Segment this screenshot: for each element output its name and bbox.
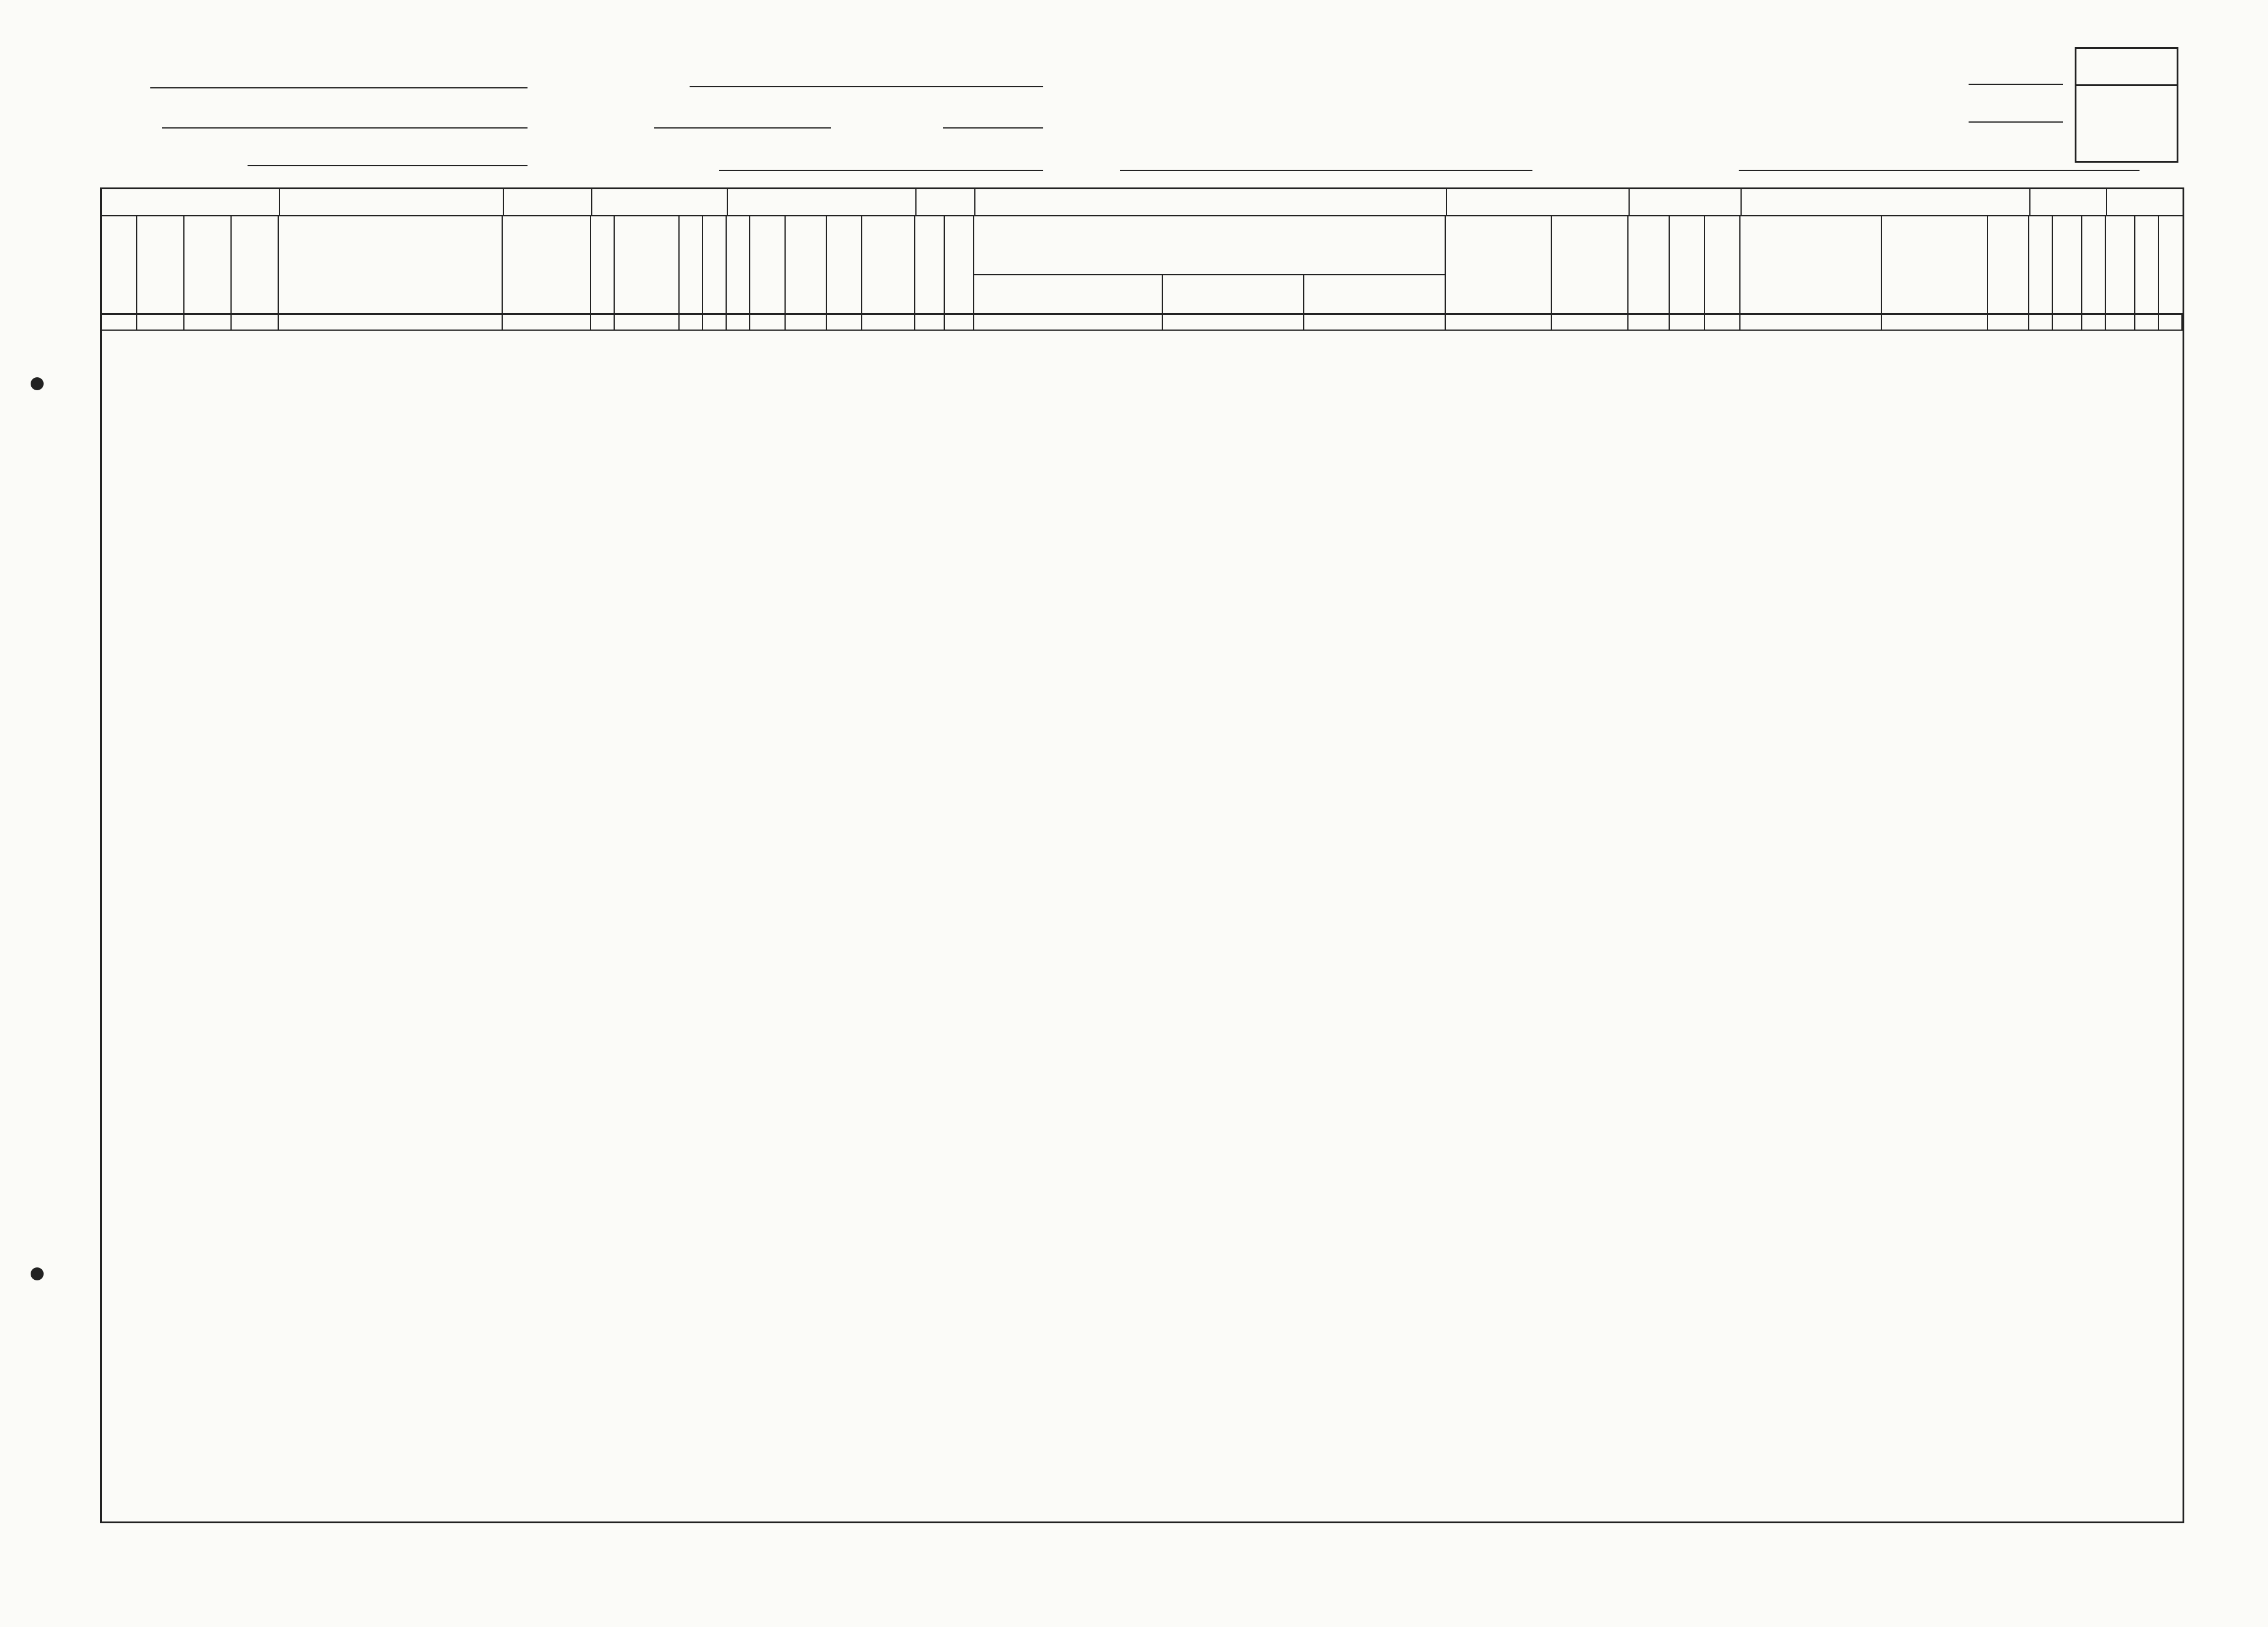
population-table [100, 187, 2184, 1523]
column-number [1670, 313, 1705, 330]
column-number [137, 313, 184, 330]
col-dwelling [184, 215, 232, 313]
col-name [279, 215, 503, 313]
group-employment [2029, 189, 2107, 216]
binder-hole [31, 1267, 44, 1280]
column-number [1740, 313, 1882, 330]
column-number [680, 313, 703, 330]
col-class [2029, 215, 2053, 313]
column-number [703, 313, 727, 330]
column-number [102, 313, 137, 330]
group-place-of-abode [102, 189, 280, 216]
col-home-owned [591, 215, 615, 313]
col-tongue [1446, 215, 1552, 313]
column-number [615, 313, 680, 330]
col-home-value [615, 215, 680, 313]
column-number [1988, 313, 2029, 330]
binder-hole [31, 377, 44, 390]
col-age-marriage [862, 215, 915, 313]
col-immigration [1629, 215, 1670, 313]
column-number [727, 313, 750, 330]
column-number [232, 313, 279, 330]
col-line-no [2082, 215, 2106, 313]
col-english [1705, 215, 1740, 313]
group-citizenship [1629, 189, 1742, 216]
col-race [750, 215, 786, 313]
column-number [2135, 313, 2159, 330]
column-number [974, 313, 1163, 330]
col-relation [503, 215, 591, 313]
group-name [279, 189, 504, 216]
column-number [1882, 313, 1988, 330]
column-number [1552, 313, 1629, 330]
column-number [2053, 313, 2082, 330]
group-occupation [1740, 189, 2030, 216]
column-number [786, 313, 827, 330]
sheet-number-box [2075, 47, 2178, 163]
col-house [137, 215, 184, 313]
col-father [1163, 274, 1304, 313]
col-industry [1882, 215, 1988, 313]
column-number [915, 313, 945, 330]
col-mother [1304, 274, 1446, 313]
column-number [827, 313, 862, 330]
column-number [2159, 313, 2183, 330]
col-marital [827, 215, 862, 313]
column-number [591, 313, 615, 330]
column-number [862, 313, 915, 330]
sheet-label [2076, 49, 2177, 86]
col-birth-intro [974, 215, 1446, 274]
col-sex [727, 215, 750, 313]
col-read [945, 215, 974, 313]
group-veterans [2106, 189, 2183, 216]
col-at-work [2053, 215, 2082, 313]
group-relation [503, 189, 592, 216]
footer [100, 1527, 2181, 1615]
col-naturalization [1670, 215, 1705, 313]
col-occupation [1740, 215, 1882, 313]
column-number [1629, 313, 1670, 330]
column-number [1304, 313, 1446, 330]
column-number [1705, 313, 1740, 330]
col-age [786, 215, 827, 313]
column-number [1446, 313, 1552, 330]
column-number [184, 313, 232, 330]
column-number [279, 313, 503, 330]
column-number [2029, 313, 2053, 330]
column-number [503, 313, 591, 330]
column-number [2082, 313, 2106, 330]
col-veteran [2106, 215, 2135, 313]
col-war [2135, 215, 2159, 313]
column-number [1163, 313, 1304, 330]
col-farm-schedule [2159, 215, 2183, 313]
col-occ-code [1988, 215, 2029, 313]
column-number [2106, 313, 2135, 330]
table-header [102, 189, 2183, 315]
group-education [915, 189, 975, 216]
col-school [915, 215, 945, 313]
group-personal-description [727, 189, 917, 216]
col-family [232, 215, 279, 313]
col-tongue-code [1552, 215, 1629, 313]
col-person [974, 274, 1163, 313]
col-farm [703, 215, 727, 313]
group-mother-tongue [1446, 189, 1630, 216]
column-number [750, 313, 786, 330]
col-radio [680, 215, 703, 313]
group-place-of-birth [974, 189, 1447, 216]
group-home-data [591, 189, 728, 216]
column-number [945, 313, 974, 330]
col-street [102, 215, 137, 313]
column-number-row [102, 313, 2183, 331]
